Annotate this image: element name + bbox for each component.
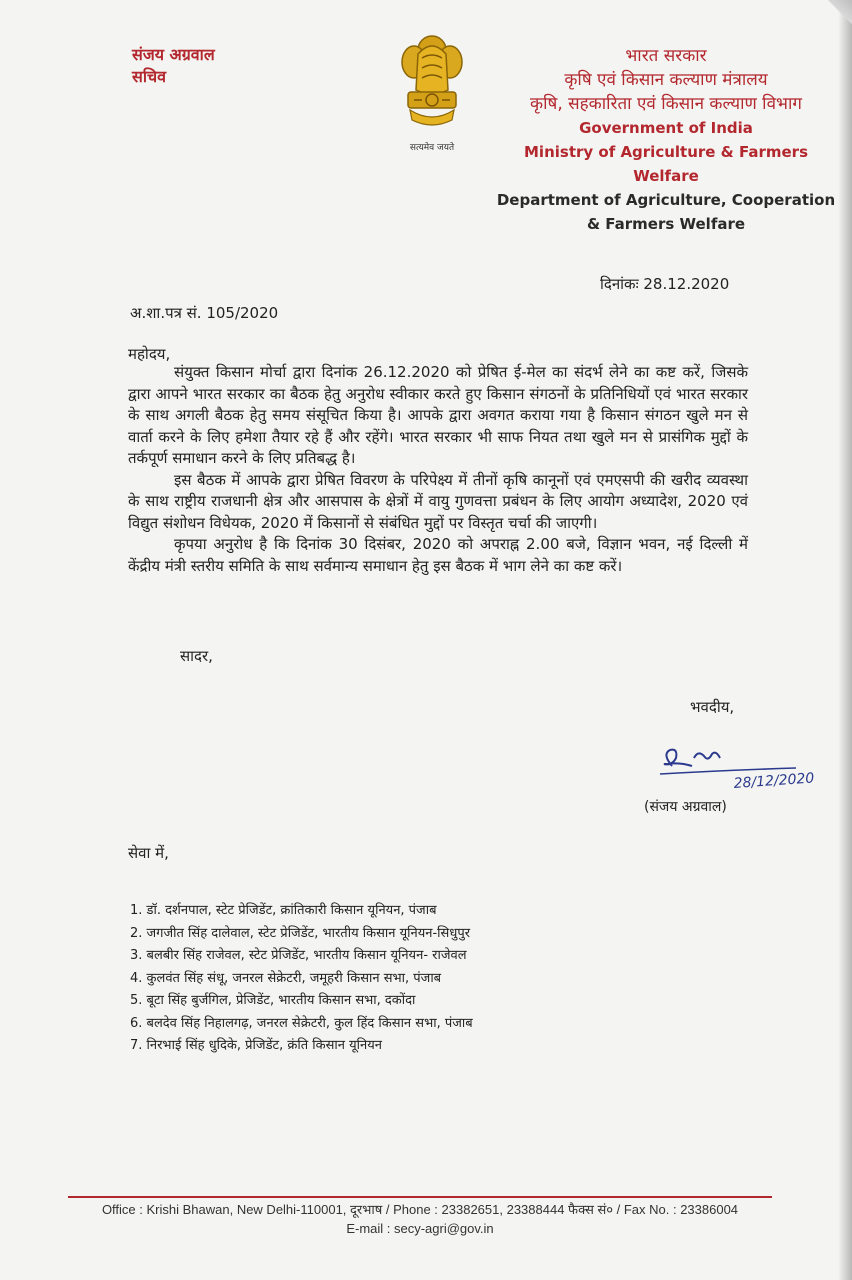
- signatory-name: (संजय अग्रवाल): [644, 799, 727, 815]
- ministry-english-line-1: Government of India: [579, 119, 753, 137]
- footer-divider: [68, 1196, 772, 1198]
- ministry-english-line-2: Ministry of Agriculture & Farmers Welfare: [524, 143, 808, 185]
- recipient-item: 1. डॉ. दर्शनपाल, स्टेट प्रेजिडेंट, क्रांतिकारी किसान यूनियन, पंजाब: [130, 903, 437, 918]
- national-emblem: [392, 28, 472, 154]
- recipient-item: 6. बलदेव सिंह निहालगढ़, जनरल सेक्रेटरी, कुल हिंद किसान सभा, पंजाब: [130, 1015, 473, 1031]
- body-paragraph-2: इस बैठक में आपके द्वारा प्रेषित विवरण के परिपेक्ष्य में तीनों कृषि कानूनों एवं एमएसपी की खरीद व्यवस्था के साथ राष्ट्रीय राजधानी क्षेत्र और आसपास के क्षेत्रों में वायु गुणवत्ता प्रबंधन के लिए आयोग अध्यादेश, 2020 एवं विद्युत संशोधन विधेयक, 2020 में किसानों से संबंधित मुद्दों पर विस्तृत चर्चा की जाएगी।: [128, 470, 748, 532]
- page-corner-fold: [828, 0, 852, 24]
- recipient-item: 4. कुलवंत सिंह संधू, जनरल सेक्रेटरी, जमूहरी किसान सभा, पंजाब: [130, 970, 442, 986]
- salutation: महोदय,: [128, 345, 171, 363]
- lion-capital-icon: [392, 28, 472, 136]
- footer-email: E-mail : secy-agri@gov.in: [346, 1221, 494, 1236]
- page-edge-shadow: [838, 0, 852, 1280]
- body-paragraph-3: कृपया अनुरोध है कि दिनांक 30 दिसंबर, 2020 को अपराह्न 2.00 बजे, विज्ञान भवन, नई दिल्ली में केंद्रीय मंत्री स्तरीय समिति के साथ सर्वमान्य समाधान हेतु इस बैठक में भाग लेने का कष्ट करें।: [128, 535, 748, 575]
- recipient-item: 2. जगजीत सिंह दालेवाल, स्टेट प्रेजिडेंट, भारतीय किसान यूनियन-सिधुपुर: [130, 925, 471, 941]
- recipient-item: 7. निरभाई सिंह धुदिके, प्रेजिडेंट, क्रंति किसान यूनियन: [130, 1038, 382, 1053]
- body-paragraph-1: संयुक्त किसान मोर्चा द्वारा दिनांक 26.12.2020 को प्रेषित ई-मेल का संदर्भ लेने का कष्ट करें, जिसके द्वारा आपने भारत सरकार का बैठक हेतु अनुरोध स्वीकार करते हुए किसान संगठनों के प्रतिनिधियों एवं भारत सरकार के साथ अगली बैठक हेतु समय संसूचित किया है। आपके द्वारा अवगत कराया गया है किसान संगठन खुले मन से वार्ता करने के लिए हमेशा तैयार रहे हैं और रहेंगे। भारत सरकार भी साफ नियत तथा खुले मन से प्रासंगिक मुद्दों के तर्कपूर्ण समाधान करने के लिए प्रतिबद्ध है।: [128, 363, 748, 467]
- letter-body: [128, 362, 748, 577]
- recipient-item: 3. बलबीर सिंह राजेवल, स्टेट प्रेजिडेंट, भारतीय किसान यूनियन- राजेवल: [130, 948, 467, 963]
- ministry-english-line-4: & Farmers Welfare: [586, 215, 746, 233]
- letter-date: दिनांकः 28.12.2020: [600, 275, 730, 293]
- footer-office: Office : Krishi Bhawan, New Delhi-110001, दूरभाष / Phone : 23382651, 23388444 फैक्स सं० / Fax No. : 23386004: [101, 1202, 739, 1217]
- addressee-heading: सेवा में,: [128, 844, 169, 862]
- ministry-english-line-3: Department of Agriculture, Cooperation: [496, 191, 836, 209]
- yours-faithfully: भवदीय,: [690, 698, 735, 716]
- recipient-item: 5. बूटा सिंह बुर्जगिल, प्रेजिडेंट, भारतीय किसान सभा, दकोंदा: [130, 993, 416, 1008]
- sender-name: संजय अग्रवाल: [132, 45, 215, 64]
- sender-block: [132, 44, 215, 88]
- closing-regards: सादर,: [180, 647, 213, 665]
- reference-number: अ.शा.पत्र सं. 105/2020: [130, 304, 279, 322]
- ministry-hindi-line-3: कृषि, सहकारिता एवं किसान कल्याण विभाग: [530, 94, 802, 114]
- handwritten-signature: [650, 744, 850, 804]
- ministry-hindi-line-1: भारत सरकार: [625, 46, 707, 66]
- ministry-header: [496, 44, 836, 236]
- emblem-motto: सत्यमेव जयते: [409, 143, 455, 153]
- ministry-hindi-line-2: कृषि एवं किसान कल्याण मंत्रालय: [564, 70, 768, 90]
- footer: [60, 1200, 780, 1238]
- sender-designation: सचिव: [132, 67, 167, 86]
- signature-date: 28/12/2020: [733, 770, 815, 792]
- recipient-list: [130, 900, 473, 1058]
